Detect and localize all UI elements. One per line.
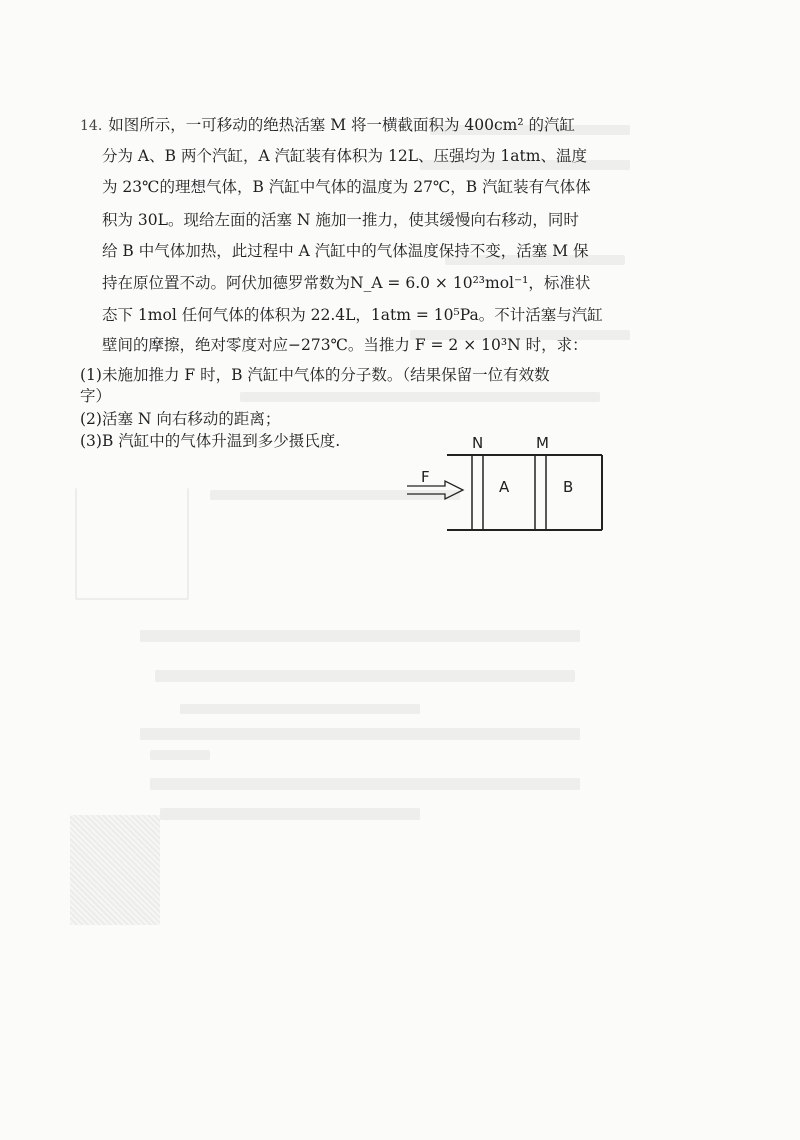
label-f: F bbox=[421, 468, 430, 486]
bleed-through-block bbox=[150, 778, 580, 790]
sub-question-2: (2)活塞 N 向右移动的距离； bbox=[80, 410, 281, 428]
question-text-line: 如图所示，一可移动的绝热活塞 M 将一横截面积为 400cm² 的汽缸 bbox=[108, 116, 576, 134]
cylinder-diagram-svg bbox=[405, 430, 615, 540]
label-n: N bbox=[472, 434, 484, 452]
bleed-through-block bbox=[70, 815, 160, 925]
sub-question-1-cont: 字） bbox=[80, 387, 112, 405]
bleed-through-block bbox=[160, 808, 420, 820]
question-line-2: 分为 A、B 两个汽缸，A 汽缸装有体积为 12L、压强均为 1atm、温度 bbox=[102, 147, 587, 165]
sub-question-1: (1)未施加推力 F 时，B 汽缸中气体的分子数。（结果保留一位有效数 bbox=[80, 366, 550, 384]
label-a: A bbox=[499, 478, 510, 496]
question-number: 14. bbox=[80, 118, 103, 134]
question-line-7: 态下 1mol 任何气体的体积为 22.4L，1atm = 10⁵Pa。不计活塞与汽缸 bbox=[102, 306, 603, 324]
question-line-5: 给 B 中气体加热，此过程中 A 汽缸中的气体温度保持不变，活塞 M 保 bbox=[102, 242, 589, 260]
question-line-8: 壁间的摩擦，绝对零度对应−273℃。当推力 F = 2 × 10³N 时，求： bbox=[102, 336, 588, 354]
question-line-6: 持在原位置不动。阿伏加德罗常数为N_A = 6.0 × 10²³mol⁻¹，标准状 bbox=[102, 274, 591, 292]
bleed-through-block bbox=[155, 670, 575, 682]
cylinder-diagram bbox=[405, 430, 615, 540]
sub-question-3: (3)B 汽缸中的气体升温到多少摄氏度. bbox=[80, 432, 341, 450]
question-line-3: 为 23℃的理想气体，B 汽缸中气体的温度为 27℃，B 汽缸装有气体体 bbox=[102, 178, 591, 196]
bleed-through-block bbox=[240, 392, 600, 402]
bleed-through-block bbox=[150, 750, 210, 760]
question-line-1 bbox=[80, 118, 575, 134]
force-arrow-icon bbox=[407, 481, 463, 499]
bleed-through-block bbox=[180, 704, 420, 714]
bleed-through-block bbox=[75, 488, 189, 600]
question-line-4: 积为 30L。现给左面的活塞 N 施加一推力，使其缓慢向右移动，同时 bbox=[102, 211, 579, 229]
bleed-through-block bbox=[140, 728, 580, 740]
bleed-through-block bbox=[140, 630, 580, 642]
label-b: B bbox=[563, 478, 574, 496]
label-m: M bbox=[536, 434, 549, 452]
